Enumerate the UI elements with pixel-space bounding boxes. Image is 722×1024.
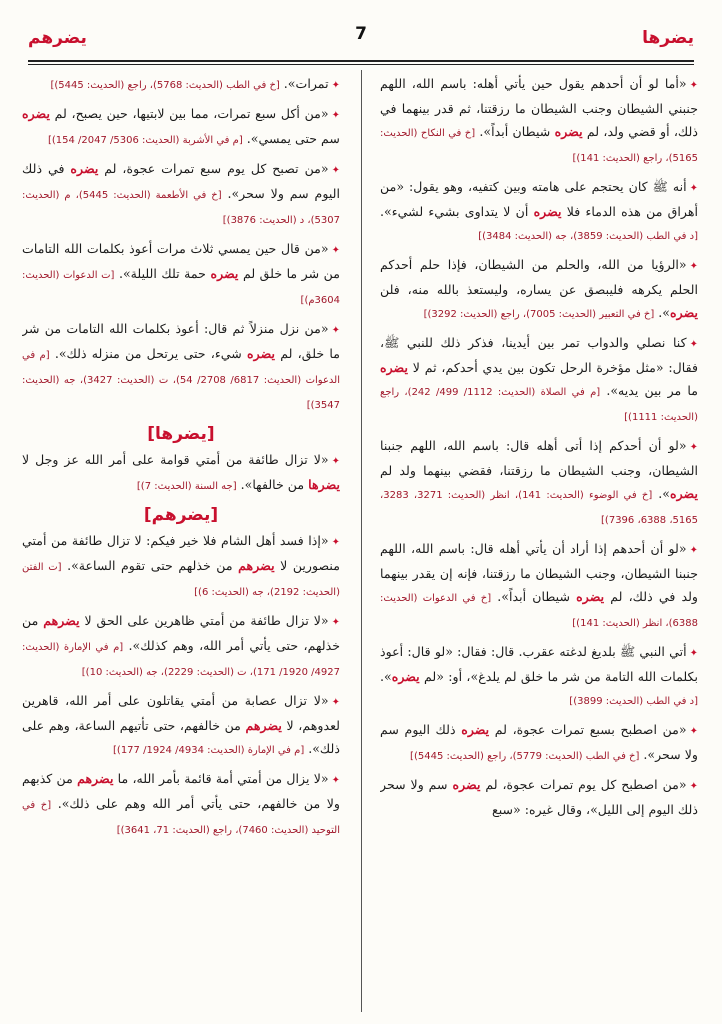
hadith-text: أتي النبي ﷺ بلديغ لدغته عقرب. قال: فقال: «لو قال: أعوذ بكلمات الله التامة من شر ما خلق لم يلدغ»، أو: «لم — [380, 644, 698, 684]
source-reference: [جه السنة (الحديث: 7)] — [136, 481, 237, 492]
right-column — [380, 72, 698, 1014]
hadith-text: شيطان أبداً». — [491, 589, 577, 604]
keyword-highlight: يضره — [533, 204, 562, 219]
source-reference: [خ في الوضوء (الحديث: 141)، انظر (الحديث: 3271، 3283، 5165، 6388، 7396)] — [380, 490, 698, 526]
source-reference: [خ في النكاح (الحديث: 5165)، راجع (الحديث: 141)] — [380, 128, 698, 164]
keyword-highlight: يضره — [576, 589, 605, 604]
hadith-text: أنه ﷺ كان يحتجم على هامته وبين كتفيه، وهو يقول: «من أهراق من هذه الدماء فلا — [380, 179, 698, 219]
hadith-text: تمرات». — [279, 76, 329, 91]
hadith-text: سم ولا سحر ذلك اليوم إلى الليل»، وقال غيره: «سبع — [380, 777, 698, 817]
entry-bullet-icon: ✦ — [689, 726, 698, 737]
keyword-highlight: يضرهم — [245, 718, 282, 733]
section-heading-yadurruhum — [22, 503, 340, 527]
keyword-highlight: يضرهم — [77, 771, 114, 786]
left-column-entries-bottom — [22, 529, 340, 842]
hadith-entry — [380, 640, 698, 713]
keyword-highlight: يضره — [247, 346, 276, 361]
header-right-keyword: يضرها — [642, 28, 694, 48]
section-heading-yadurruha — [22, 422, 340, 446]
source-reference: [م في الصلاة (الحديث: 1112/ 499/ 242)، راجع (الحديث: 1111)] — [380, 387, 698, 423]
entry-bullet-icon: ✦ — [689, 80, 698, 91]
source-reference: [خ في الأطعمة (الحديث: 5445)، م (الحديث: 5307)، د (الحديث: 3876)] — [22, 190, 340, 226]
hadith-entry — [380, 72, 698, 170]
hadith-text: ». — [380, 669, 392, 684]
entry-bullet-icon: ✦ — [331, 110, 340, 121]
hadith-text: شيء، حتى يرتحل من منزله ذلك». — [49, 346, 248, 361]
source-reference: [خ في الطب (الحديث: 5768)، راجع (الحديث: 5445)] — [50, 80, 280, 91]
entry-bullet-icon: ✦ — [331, 245, 340, 256]
keyword-highlight: يضره — [22, 106, 50, 121]
section-heading-text: [يضرهم] — [143, 505, 219, 525]
entry-bullet-icon: ✦ — [331, 537, 340, 548]
keyword-highlight: يضرهم — [43, 613, 80, 628]
keyword-highlight: يضره — [210, 266, 239, 281]
hadith-text: «لو أن أحدكم إذا أتى أهله قال: باسم الله، اللهم جنبنا الشيطان، وجنب الشيطان ما رزقتنا، فقضي بينهما ولد لم — [380, 438, 698, 478]
entry-bullet-icon: ✦ — [331, 456, 340, 467]
hadith-text: «من تصبح كل يوم سبع تمرات عجوة، لم — [98, 161, 329, 176]
entry-bullet-icon: ✦ — [689, 339, 698, 350]
hadith-entry — [22, 102, 340, 152]
hadith-text: «من قال حين يمسي ثلاث مرات أعوذ بكلمات الله التامات من شر ما خلق لم — [22, 241, 340, 281]
keyword-highlight: يضره — [554, 124, 583, 139]
entry-bullet-icon: ✦ — [689, 261, 698, 272]
hadith-text: سم حتى يمسي». — [242, 131, 340, 146]
keyword-highlight: يضره — [391, 669, 420, 684]
hadith-text: «لا تزال عصابة من أمتي يقاتلون على أمر الله، قاهرين لعدوهم، لا — [22, 693, 340, 733]
source-reference: [م في الدعوات (الحديث: 6817/ 2708/ 54)، ت (الحديث: 3427)، جه (الحديث: 3547)] — [22, 350, 340, 411]
hadith-text: شيطان أبداً». — [475, 124, 555, 139]
entry-bullet-icon: ✦ — [331, 617, 340, 628]
left-column-entries-top — [22, 72, 340, 417]
hadith-entry — [380, 773, 698, 821]
hadith-text: من خذلهم حتى تقوم الساعة». — [61, 558, 239, 573]
hadith-entry — [380, 718, 698, 768]
keyword-highlight: يضره — [452, 777, 481, 792]
source-reference: [د في الطب (الحديث: 3899)] — [569, 696, 698, 707]
hadith-text: «الرؤيا من الله، والحلم من الشيطان، فإذا حلم أحدكم الحلم يكرهه فليبصق عن يساره، وليستعذ بالله منه، فلن — [380, 257, 698, 297]
hadith-text: «لو أن أحدهم إذا أراد أن يأتي أهله قال: باسم الله، اللهم جنبنا الشيطان، وجنب الشيطان ما رزقتنا، فإنه إن يقدر بينهما ولد في ذلك، لم — [380, 541, 698, 604]
hadith-entry — [380, 175, 698, 248]
header-left-keyword: يضرهم — [28, 28, 87, 48]
hadith-entry — [22, 237, 340, 312]
hadith-text: ». — [654, 305, 671, 320]
hadith-text: «من اصطبح بسبع تمرات عجوة، لم — [489, 722, 687, 737]
hadith-entry — [22, 72, 340, 97]
hadith-entry — [22, 317, 340, 417]
page-number: 7 — [355, 24, 367, 44]
page-header — [28, 20, 694, 54]
entry-bullet-icon: ✦ — [331, 697, 340, 708]
hadith-entry — [22, 157, 340, 232]
column-divider — [361, 70, 362, 1012]
hadith-entry — [22, 448, 340, 498]
source-reference: [م في الإمارة (الحديث: 4934/ 1924/ 177)] — [113, 745, 305, 756]
hadith-text: «لا يزال من أمتي أمة قائمة بأمر الله، ما — [113, 771, 329, 786]
hadith-entry — [380, 253, 698, 326]
hadith-text: «من نزل منزلاً ثم قال: أعوذ بكلمات الله التامات من شر ما خلق، لم — [22, 321, 340, 361]
hadith-text: حمة تلك الليلة». — [114, 266, 211, 281]
hadith-text: من خذلهم، حتى يأتي أمر الله، وهم كذلك». — [22, 613, 340, 653]
hadith-text: ذلك اليوم سم ولا سحر». — [380, 722, 698, 762]
hadith-text: من كذبهم ولا من خالفهم، حتى يأتي أمر الله وهم على ذلك». — [22, 771, 340, 811]
entry-bullet-icon: ✦ — [331, 775, 340, 786]
source-reference: [خ في التعبير (الحديث: 7005)، راجع (الحديث: 3292)] — [423, 309, 655, 320]
hadith-entry — [22, 689, 340, 762]
entry-bullet-icon: ✦ — [331, 165, 340, 176]
source-reference: [خ في التوحيد (الحديث: 7460)، راجع (الحديث: 71، 3641)] — [22, 800, 340, 836]
keyword-highlight: يضره — [70, 161, 99, 176]
source-reference: [م في الإمارة (الحديث: 4927/ 1920/ 171)، ت (الحديث: 2229)، جه (الحديث: 10)] — [22, 642, 340, 678]
keyword-highlight: يضره — [670, 486, 698, 501]
source-reference: [خ في الدعوات (الحديث: 6388)، انظر (الحديث: 141)] — [380, 593, 698, 629]
source-reference: [ت الفتن (الحديث: 2192)، جه (الحديث: 6)] — [22, 562, 340, 598]
source-reference: [خ في الطب (الحديث: 5779)، راجع (الحديث: 5445)] — [410, 751, 640, 762]
entry-bullet-icon: ✦ — [331, 80, 340, 91]
entry-bullet-icon: ✦ — [331, 325, 340, 336]
entry-bullet-icon: ✦ — [689, 442, 698, 453]
hadith-entry — [380, 331, 698, 429]
source-reference: [م في الأشربة (الحديث: 5306/ 2047/ 154)] — [47, 135, 243, 146]
hadith-entry — [22, 609, 340, 684]
hadith-text: ». — [652, 486, 670, 501]
keyword-highlight: يضره — [461, 722, 490, 737]
entry-bullet-icon: ✦ — [689, 183, 698, 194]
hadith-text: أن لا يتداوى بشيء لشيء». — [380, 204, 534, 219]
hadith-text: في ذلك اليوم سم ولا سحر». — [22, 161, 340, 201]
keyword-highlight: يضره — [670, 305, 698, 320]
source-reference: [د في الطب (الحديث: 3859)، جه (الحديث: 3484)] — [478, 231, 698, 242]
entry-bullet-icon: ✦ — [689, 781, 698, 792]
keyword-highlight: يضرهم — [238, 558, 275, 573]
hadith-entry — [22, 529, 340, 604]
hadith-entry — [22, 767, 340, 842]
hadith-text: «لا تزال طائفة من أمتي ظاهرين على الحق لا — [79, 613, 329, 628]
hadith-text: «من أكل سبع تمرات، مما بين لابتيها، حين يصبح، لم — [49, 106, 329, 121]
left-column — [22, 72, 340, 1014]
hadith-entry — [380, 434, 698, 532]
right-column-entries — [380, 72, 698, 821]
hadith-text: من خالفهم، حتى تأتيهم الساعة، وهم على ذلك». — [22, 718, 340, 756]
hadith-text: ما مر بين يديه». — [600, 383, 698, 398]
section-heading-text: [يضرها] — [147, 424, 215, 444]
left-column-entries-mid — [22, 448, 340, 498]
entry-bullet-icon: ✦ — [689, 648, 698, 659]
hadith-text: «لا تزال طائفة من أمتي قوامة على أمر الله عز وجل لا — [22, 452, 329, 467]
entry-bullet-icon: ✦ — [689, 545, 698, 556]
source-reference: [ت الدعوات (الحديث: 3604م)] — [22, 270, 340, 306]
hadith-text: «أما لو أن أحدهم يقول حين يأتي أهله: باسم الله، اللهم جنبني الشيطان وجنب الشيطان ما رزقتنا، ثم قدر بينهما في ذلك، أو قضي ولد، لم — [380, 76, 698, 139]
hadith-text: كنا نصلي والدواب تمر بين أيدينا، فذكر ذلك للنبي ﷺ، فقال: «مثل مؤخرة الرحل تكون بين يدي أحدكم، ثم لا — [380, 335, 698, 375]
header-rule — [28, 60, 694, 65]
keyword-highlight: يضرها — [308, 477, 340, 492]
keyword-highlight: يضره — [380, 360, 408, 375]
hadith-text: «من اصطبح كل يوم تمرات عجوة، لم — [480, 777, 687, 792]
hadith-text: من خالفها». — [236, 477, 309, 492]
hadith-entry — [380, 537, 698, 635]
hadith-text: «إذا فسد أهل الشام فلا خير فيكم: لا تزال طائفة من أمتي منصورين لا — [22, 533, 340, 573]
